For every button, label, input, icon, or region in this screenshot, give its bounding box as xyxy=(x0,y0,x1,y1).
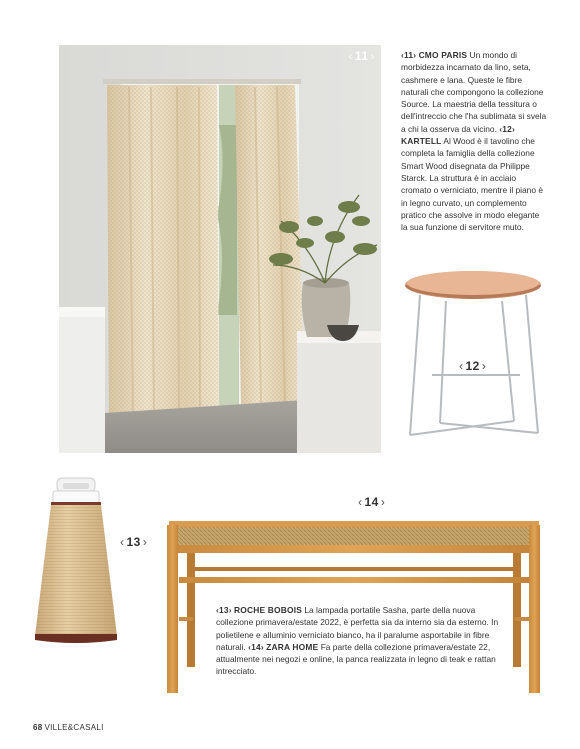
caption-body-11: Un mondo di morbidezza incarnato da lino, seta, cashmere e lana. Queste le fibre naturali che compongono la collezione Source. La maestria della tessitura o dell'intreccio che l'ha sublimata si svela a chi la osserva da vicino. xyxy=(401,50,547,134)
ref-11: ‹11› xyxy=(401,50,417,60)
caption-roche-bobois-zara-home xyxy=(216,604,506,678)
caption-cmo-paris-kartell xyxy=(401,49,547,233)
brand-kartell: KARTELL xyxy=(401,136,442,147)
brand-zara-home: ZARA HOME xyxy=(266,641,319,652)
caption-body-13: La lampada portatile Sasha, parte della nuova collezione primavera/estate 2022, è perfetta sia da interno sia da esterno. In polietilene e alluminio verniciato bianco, ha il paralume asportabile in fibre naturali. xyxy=(216,605,499,652)
caption-body-14: Fa parte della collezione primavera/estate 22, attualmente nei negozi e online, la panca realizzata in legno di teak e rattan intrecciato. xyxy=(216,641,496,677)
ref-14: ‹14› xyxy=(248,641,264,652)
brand-cmo-paris: CMO PARIS xyxy=(418,50,468,60)
photo-number-tag-12: ‹ 12 › xyxy=(459,359,487,373)
magazine-name: VILLE&CASALI xyxy=(44,723,104,732)
photo-number-tag-13: ‹ 13 › xyxy=(120,535,148,549)
photo-number-tag-14: ‹ 14 › xyxy=(358,495,386,509)
photo-number-tag-11: ‹ 11 › xyxy=(348,49,375,63)
page-footer xyxy=(33,723,104,732)
ref-12: ‹12› xyxy=(499,123,515,134)
curtain-room-photo xyxy=(59,45,381,453)
brand-roche-bobois: ROCHE BOBOIS xyxy=(234,605,303,615)
portable-lamp-image xyxy=(33,476,119,648)
side-table-image xyxy=(402,265,544,450)
ref-13: ‹13› xyxy=(216,605,232,615)
caption-body-12: Al Wood è il tavolino che completa la famiglia della collezione Smart Wood disegnata da Philippe Starck. La struttura è in acciaio cromato o verniciato, mentre il piano è in legno curvato, un complemento pratico che assolve in modo elegante la sua funzione di servitore muto. xyxy=(401,136,543,233)
page-number: 68 xyxy=(33,723,43,732)
